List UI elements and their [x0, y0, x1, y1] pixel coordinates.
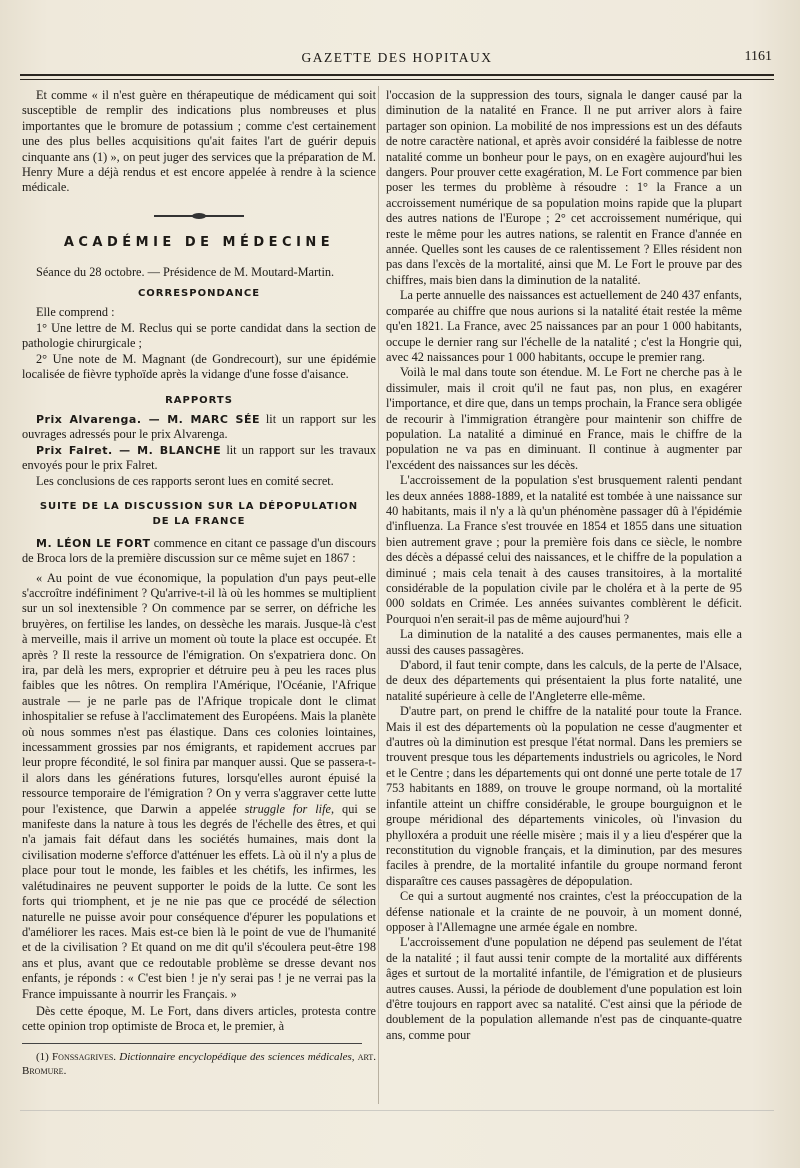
quote-part-a: « Au point de vue économique, la population d'un pays peut-elle s'accroître indéfiniment ? Qu'arrive-t-il là où les hommes se multiplient sur un sol inextensible ? On commence par se serrer, on défriche les bruyères, on fertilise les landes, on dessèche les marais. Jusque-là c'est à merveille, mais il arrive un moment où toute la place est occupée. Et après ? Il reste la ressource de l'émigration. On s'expatriera donc. On ira, par delà les mers, exproprier et détruire peu à peu les races plus faibles que les nôtres. On remplira l'Amérique, l'Océanie, l'Afrique australe — je ne parle pas de l'Afrique tropicale dont le climat inhospitalier se refuse à l'acclimatement des Européens. Mais la planète où nous sommes n'est pas élastique. Dans ces colonies lointaines, incessamment grossies par nos émigrants, et rapidement accrues par leur propre fécondité, le sol finira par manquer aussi. Que se passera-t-il alors dans les générations futures, lorsqu'elles auront épuisé la ressource temporaire de l'émigration ? On y verra s'aggraver cette lutte pour l'existence, que Darwin a appelée	[22, 570, 376, 816]
lefort-label: M. LÉON LE FORT	[36, 536, 151, 550]
right-paragraph-4: L'accroissement de la population s'est brusquement ralenti pendant les deux années 1888-1889, et la natalité est tombée à une naissance sur 40 habitants, mais il n'y a là qu'un phénomène passager dû à l'épidémie d'influenza. La France s'est trouvée en 1854 et 1855 dans une situation bien autrement grave ; pour la première fois dans ce siècle, le nombre des décès a dépassé celui des naissances, et le chiffre de la population a diminué ; mais cela tenait à des causes transitoires, à la mortalité considérable de la population civile par le choléra et à la perte de 95 000 soldats en Crimée. Les années suivantes comblèrent le déficit. Pourquoi n'en serait-il pas de même aujourd'hui ?	[386, 473, 742, 626]
right-paragraph-7: D'autre part, on prend le chiffre de la natalité pour toute la France. Mais il est des départements où la population ne cesse d'augmenter et d'autres où la diminution est presque l'état normal. Dans les premiers se trouvent presque tous les départements industriels ou agricoles, le Nord et le Centre ; dans les départements qui ont donné une perte totale de 17 753 habitants en 1889, on trouve le groupe normand, où la mortalité infantile atteint un chiffre considérable, le groupe bourguignon et le groupe méridional des départements vinicoles, où l'invasion du phylloxéra a produit une réelle misère ; mais il y a lieu d'espérer que la reconstitution du vignoble français, et la diminution, par des mesures faciles à prendre, de la mortalité infantile du groupe normand feront disparaître ces causes passagères de dépopulation.	[386, 704, 742, 888]
right-paragraph-9: L'accroissement d'une population ne dépend pas seulement de l'état de la natalité ; il faut aussi tenir compte de la mortalité aux différents âges et surtout de la mortalité infantile, de l'émigration et de plusieurs autres causes. Aussi, la période de doublement d'une population est loin d'être toujours en rapport avec sa natalité. C'est ainsi que la période de doublement de la population allemande n'est pas de cinquante-quatre ans, comme pour	[386, 935, 742, 1042]
right-paragraph-3: Voilà le mal dans toute son étendue. M. Le Fort ne cherche pas à le dissimuler, mais il croit qu'il ne faut pas, non plus, en exagérer l'importance, et dire que, dans un temps prochain, la France sera obligée de recourir à l'immigration étrangère pour maintenir son chiffre de population. La natalité a diminué en France, mais le chiffre de la population ne va pas en diminuant. Il continue à augmenter par l'excédent des naissances sur les décès.	[386, 365, 742, 472]
quote-paragraph	[22, 571, 376, 1002]
quote-italic: struggle for life	[244, 801, 331, 816]
prix-falret-label: Prix Falret. — M. BLANCHE	[36, 443, 222, 457]
right-column	[386, 88, 742, 1108]
lefort-paragraph	[22, 536, 376, 567]
rapports-heading: RAPPORTS	[165, 394, 233, 406]
prix-falret-paragraph	[22, 443, 376, 474]
header-rule-thick	[20, 74, 774, 76]
quote-part-b: , qui se manifeste dans la nature à tous les degrés de l'échelle des êtres, et qui n'a jamais fait défaut dans les sociétés humaines, mais dont la civilisation moderne s'efforce d'atténuer les effets. Là où il n'y a plus de place pour tout le monde, les faibles et les chétifs, les infirmes, les valétudinaires ne peuvent supporter le poids de la lutte. Ce sont les forts qui triomphent, et je ne nie pas que ce procédé de sélection naturelle ne puisse avoir pour conséquence d'épurer les populations et d'améliorer les races. Mais est-ce bien là le point de vue de l'humanité et de la civilisation ? Et quand on me dit qu'il s'écoulera peut-être 198 ans et plus, avant que ce redoutable problème se dresse devant nos enfants, je réponds : « C'est bien ! je n'y serai pas ! je ne verrai pas la France impuissante à nourrir les Français. »	[22, 801, 376, 1001]
right-paragraph-6: D'abord, il faut tenir compte, dans les calculs, de la perte de l'Alsace, de deux des départements qui présentaient la plus forte natalité, une natalité supérieure à celle de l'Angleterre elle-même.	[386, 658, 742, 703]
footnote-tail: art. Bromure.	[22, 1050, 376, 1077]
lefort-text: commence en citant ce passage d'un discours de Broca lors de la première discussion sur ce même sujet en 1867 :	[22, 535, 376, 566]
footnote-rule	[22, 1043, 362, 1044]
footnote	[22, 1050, 376, 1078]
right-paragraph-2: La perte annuelle des naissances est actuellement de 240 437 enfants, comparée au chiffre que nous aurions si la natalité était restée la même qu'en 1821. La France, avec 25 naissances par an pour 1 000 habitants, occupe le dernier rang sur l'échelle de la natalité ; c'est la Hongrie qui, avec 42 naissances pour 1 000 habitants, occupe le premier rang.	[386, 288, 742, 364]
correspondance-item-1: 1° Une lettre de M. Reclus qui se porte candidat dans la section de pathologie chirurgicale ;	[22, 320, 376, 351]
broca-quote	[22, 571, 376, 1002]
ornament-separator	[22, 206, 376, 221]
column-divider	[378, 86, 379, 1104]
intro-paragraph: Et comme « il n'est guère en thérapeutique de médicament qui soit susceptible de remplir des indications plus nombreuses et plus importantes que le bromure de potassium ; comme c'est certainement une des plus belles acquisitions qu'ait faites l'art de guérir depuis cinquante ans (1) », on peut juger des services que la préparation de M. Henry Mure a déjà rendus et est encore appelée à rendre à la science médicale.	[22, 88, 376, 195]
page-header	[20, 44, 774, 74]
closing-paragraph: Dès cette époque, M. Le Fort, dans divers articles, protesta contre cette opinion trop optimiste de Broca et, le premier, à	[22, 1003, 376, 1034]
suite-heading-line-2: DE LA FRANCE	[152, 516, 246, 528]
header-rule-thin	[20, 79, 774, 80]
conclusions-paragraph: Les conclusions de ces rapports seront lues en comité secret.	[36, 473, 334, 488]
right-paragraph-1: l'occasion de la suppression des tours, signala le danger causé par la diminution de la natalité en France. Il ne put arriver alors à faire partager son opinion. La mobilité de nos impressions est un des défauts de notre caractère national, et après avoir considéré la faiblesse de notre natalité comme un bonheur pour le pays, on en exagère aujourd'hui les dangers. Pour prouver cette exagération, M. Le Fort commence par bien poser les termes du problème à résoudre : 1° la France a un accroissement numérique de sa population moins rapide que la plupart des autres nations de l'Europe ; 2° cet accroissement numérique, qui reste le même pour les autres nations, se ralentit en France d'année en année. Quelles sont les causes de ce ralentissement ? Elles résident non pas dans l'excès de la mortalité, ainsi que M. Le Fort le prouve par des chiffres, mais bien dans la diminution de la natalité.	[386, 88, 742, 287]
footnote-title: Dictionnaire encyclopédique des sciences médicales,	[116, 1050, 355, 1063]
bottom-rule	[20, 1110, 774, 1111]
journal-title: GAZETTE DES HOPITAUX	[301, 50, 493, 65]
page-number: 1161	[744, 49, 772, 64]
footnote-author: (1) Fonssagrives.	[36, 1050, 117, 1063]
seance-line: Séance du 28 octobre. — Présidence de M. Moutard-Martin.	[36, 264, 335, 279]
prix-alvarenga-label: Prix Alvarenga. — M. MARC SÉE	[36, 412, 261, 426]
prix-falret-text: lit un rapport sur les travaux envoyés pour le prix Falret.	[22, 442, 376, 473]
left-column	[22, 88, 376, 1108]
correspondance-item-2: 2° Une note de M. Magnant (de Gondrecourt), sur une épidémie localisée de fièvre typhoïde après la vidange d'une fosse d'aisance.	[22, 351, 376, 382]
prix-alvarenga-text: lit un rapport sur les ouvrages adressés pour le prix Alvarenga.	[22, 411, 376, 442]
prix-alvarenga-paragraph	[22, 412, 376, 443]
suite-heading-line-1: SUITE DE LA DISCUSSION SUR LA DÉPOPULATION	[39, 500, 359, 512]
right-paragraph-5: La diminution de la natalité a des causes permanentes, mais elle a aussi des causes passagères.	[386, 627, 742, 657]
comprend-line: Elle comprend :	[36, 305, 115, 320]
correspondance-heading: CORRESPONDANCE	[137, 288, 261, 300]
academie-heading: ACADÉMIE DE MÉDECINE	[63, 235, 335, 251]
right-paragraph-8: Ce qui a surtout augmenté nos craintes, c'est la préoccupation de la défense nationale et la crainte de ne pouvoir, à un moment donné, opposer à l'Allemagne une armée égale en nombre.	[386, 889, 742, 934]
